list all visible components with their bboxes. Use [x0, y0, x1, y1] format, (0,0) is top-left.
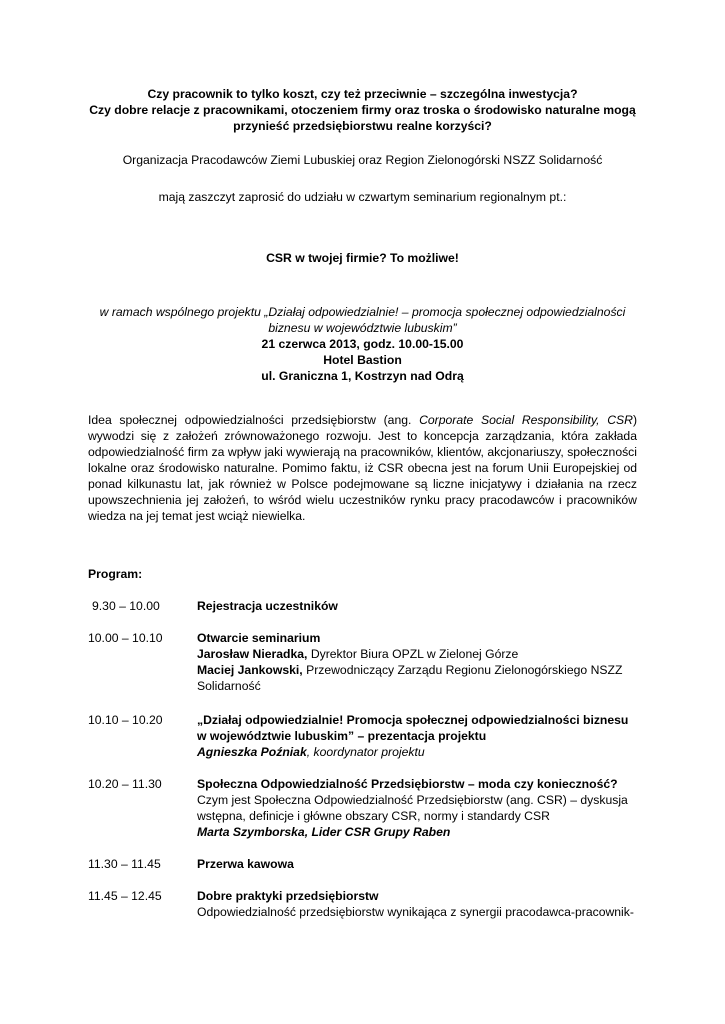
organizers: Organizacja Pracodawców Ziemi Lubuskiej oraz Region Zielonogórski NSZZ Solidarność: [122, 153, 603, 167]
event-details: [88, 304, 637, 384]
program-details: [197, 888, 637, 920]
event-address: ul. Graniczna 1, Kostrzyn nad Odrą: [261, 369, 464, 383]
heading-line-1: Czy pracownik to tylko koszt, czy też przeciwnie – szczególna inwestycja?: [147, 87, 578, 101]
speaker-name: Jarosław Nieradka,: [197, 647, 308, 661]
program-title: Przerwa kawowa: [197, 857, 294, 871]
program-time: 10.20 – 11.30: [88, 777, 162, 791]
program-details: [197, 712, 637, 760]
invitation-heading: [88, 86, 637, 134]
seminar-title: CSR w twojej firmie? To możliwe!: [266, 251, 459, 265]
speaker-role: Dyrektor Biura OPZL w Zielonej Górze: [307, 647, 519, 661]
intro-paragraph: [88, 412, 637, 524]
program-description: Czym jest Społeczna Odpowiedzialność Przedsiębiorstw (ang. CSR) – dyskusja wstępna, definicje i główne obszary CSR, normy i standardy CSR: [197, 793, 628, 823]
heading-line-3: przynieść przedsiębiorstwu realne korzyści?: [233, 119, 492, 133]
program-time: 10.10 – 10.20: [88, 713, 163, 727]
program-title: Społeczna Odpowiedzialność Przedsiębiorstw – moda czy konieczność?: [197, 777, 618, 791]
program-time: 11.45 – 12.45: [88, 889, 162, 903]
speaker-role: , koordynator projektu: [306, 745, 425, 759]
event-date: 21 czerwca 2013, godz. 10.00-15.00: [261, 337, 464, 351]
project-line-1: w ramach wspólnego projektu „Działaj odpowiedzialnie! – promocja społecznej odpowiedzialności: [99, 305, 626, 319]
program-title: Rejestracja uczestników: [197, 599, 338, 613]
program-title: Otwarcie seminarium: [197, 631, 321, 645]
program-title: „Działaj odpowiedzialnie! Promocja społecznej odpowiedzialności biznesu w województwie lubuskim” – prezentacja projektu: [197, 713, 629, 743]
speaker-role: Przewodniczący Zarządu Regionu Zielonogórskiego NSZZ Solidarność: [197, 663, 623, 693]
intro-part-2: ) wywodzi się z założeń zrównoważonego rozwoju. Jest to koncepcja zarządzania, która zakłada odpowiedzialność firm za wpływ jaki wywierają na pracowników, klientów, akcjonariuszy, społeczności lokalne oraz środowisko naturalne. Pomimo faktu, iż CSR obecna jest na forum Unii Europejskiej od ponad kilkunastu lat, jak również w Polsce podejmowane są liczne inicjatywy i działania na rzecz upowszechnienia jej założeń, to wśród wielu uczestników rynku pracy pracodawców i pracowników wiedza na jej temat jest wciąż niewielka.: [88, 413, 637, 523]
invitation-text: mają zaszczyt zaprosić do udziału w czwartym seminarium regionalnym pt.:: [158, 190, 567, 204]
program-details: [197, 776, 637, 840]
project-line-2: biznesu w województwie lubuskim”: [268, 321, 457, 335]
program-details: [197, 630, 637, 694]
speaker-name: Agnieszka Poźniak: [197, 745, 307, 759]
event-venue: Hotel Bastion: [323, 353, 402, 367]
intro-term: Corporate Social Responsibility, CSR: [419, 413, 633, 427]
program-description: Odpowiedzialność przedsiębiorstw wynikająca z synergii pracodawca-pracownik-: [197, 905, 634, 919]
speaker-name: Maciej Jankowski,: [197, 663, 303, 677]
program-time: 9.30 – 10.00: [92, 599, 160, 613]
heading-line-2: Czy dobre relacje z pracownikami, otoczeniem firmy oraz troska o środowisko naturalne mogą: [89, 103, 636, 117]
program-title: Dobre praktyki przedsiębiorstw: [197, 889, 379, 903]
speaker: Marta Szymborska, Lider CSR Grupy Raben: [197, 825, 451, 839]
program-label: Program:: [88, 567, 143, 581]
program-time: 11.30 – 11.45: [88, 857, 161, 871]
intro-part-1: Idea społecznej odpowiedzialności przedsiębiorstw (ang.: [88, 413, 420, 427]
program-time: 10.00 – 10.10: [88, 631, 163, 645]
